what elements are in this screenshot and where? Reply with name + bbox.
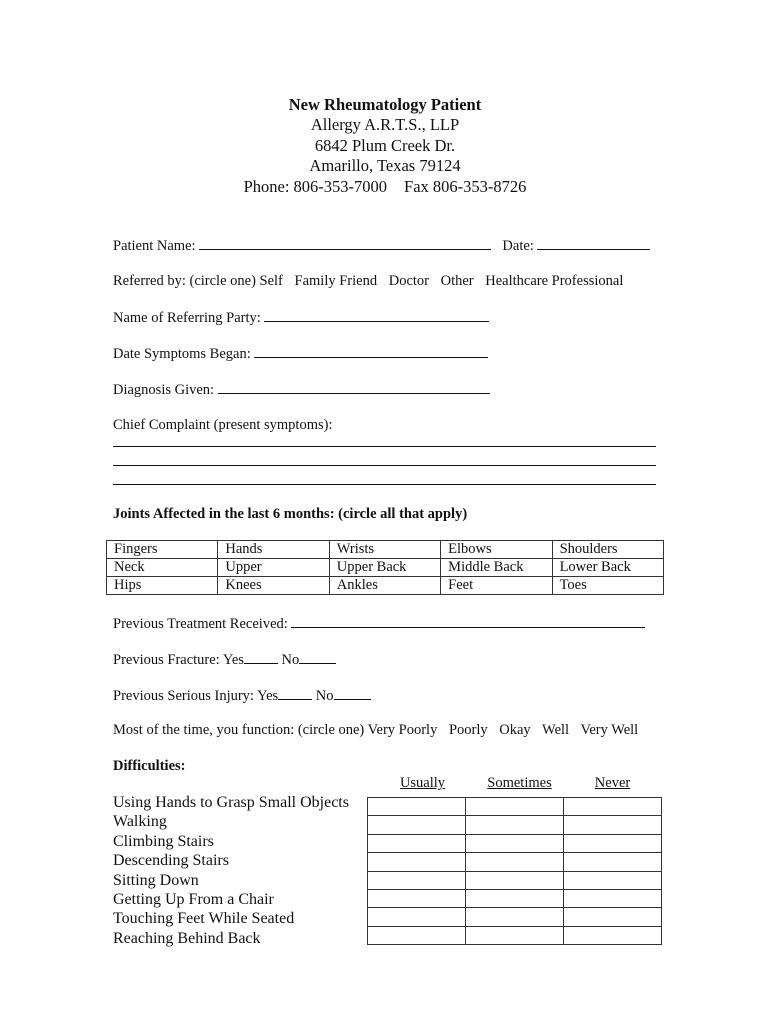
previous-fracture-label: Previous Fracture: bbox=[113, 652, 220, 668]
grid-row bbox=[368, 889, 662, 907]
injury-no-field[interactable] bbox=[334, 686, 371, 700]
grid-cell[interactable] bbox=[564, 853, 662, 871]
referring-party-field[interactable] bbox=[264, 308, 489, 322]
difficulty-item: Descending Stairs bbox=[113, 852, 229, 870]
diagnosis-field[interactable] bbox=[218, 380, 490, 394]
grid-cell[interactable] bbox=[368, 816, 466, 834]
difficulty-item: Using Hands to Grasp Small Objects bbox=[113, 794, 349, 811]
function-option-very-well[interactable]: Very Well bbox=[580, 722, 639, 738]
referring-party-row bbox=[113, 308, 489, 327]
joints-row bbox=[107, 577, 664, 595]
grid-cell[interactable] bbox=[466, 871, 564, 889]
injury-yes-field[interactable] bbox=[278, 686, 312, 700]
referring-party-label: Name of Referring Party: bbox=[113, 310, 261, 326]
chief-complaint-row bbox=[113, 416, 333, 434]
difficulty-item: Climbing Stairs bbox=[113, 832, 214, 850]
joint-option[interactable]: Feet bbox=[441, 577, 552, 595]
referred-option-healthcare[interactable]: Healthcare Professional bbox=[485, 273, 624, 289]
date-label: Date: bbox=[502, 238, 534, 254]
symptoms-began-row bbox=[113, 344, 488, 363]
function-option-well[interactable]: Well bbox=[542, 722, 570, 738]
difficulty-item: Getting Up From a Chair bbox=[113, 891, 274, 909]
grid-row bbox=[368, 798, 662, 816]
symptoms-began-field[interactable] bbox=[254, 344, 488, 358]
practice-street: 6842 Plum Creek Dr. bbox=[314, 135, 456, 155]
grid-row bbox=[368, 926, 662, 944]
joint-option[interactable]: Elbows bbox=[441, 541, 552, 559]
serious-injury-label: Previous Serious Injury: bbox=[113, 688, 254, 704]
grid-cell[interactable] bbox=[368, 926, 466, 944]
grid-cell[interactable] bbox=[368, 853, 466, 871]
grid-cell[interactable] bbox=[466, 798, 564, 816]
form-header bbox=[0, 94, 770, 197]
grid-cell[interactable] bbox=[564, 798, 662, 816]
referred-option-other[interactable]: Other bbox=[440, 273, 474, 289]
joint-option[interactable]: Lower Back bbox=[552, 559, 663, 577]
previous-treatment-row bbox=[113, 614, 645, 633]
practice-name: Allergy A.R.T.S., LLP bbox=[310, 115, 460, 134]
joint-option[interactable]: Upper Back bbox=[329, 559, 440, 577]
function-option-okay[interactable]: Okay bbox=[499, 722, 531, 738]
chief-complaint-label: Chief Complaint (present symptoms): bbox=[113, 417, 333, 433]
grid-row bbox=[368, 834, 662, 852]
joint-option[interactable]: Shoulders bbox=[552, 541, 663, 559]
joint-option[interactable]: Knees bbox=[218, 577, 329, 595]
grid-cell[interactable] bbox=[466, 908, 564, 926]
grid-cell[interactable] bbox=[368, 834, 466, 852]
previous-treatment-label: Previous Treatment Received: bbox=[113, 616, 288, 632]
chief-complaint-line-1[interactable] bbox=[113, 446, 656, 447]
joints-row bbox=[107, 541, 664, 559]
grid-cell[interactable] bbox=[368, 871, 466, 889]
diagnosis-row bbox=[113, 380, 490, 399]
practice-phone: Phone: 806-353-7000 bbox=[243, 176, 388, 196]
diagnosis-label: Diagnosis Given: bbox=[113, 382, 215, 398]
grid-cell[interactable] bbox=[564, 834, 662, 852]
date-field[interactable] bbox=[537, 236, 650, 250]
chief-complaint-line-3[interactable] bbox=[113, 484, 656, 485]
joints-heading: Joints Affected in the last 6 months: (circle all that apply) bbox=[113, 506, 468, 522]
referred-option-doctor[interactable]: Doctor bbox=[388, 273, 429, 289]
referred-by-label: Referred by: (circle one) bbox=[113, 273, 256, 289]
patient-name-label: Patient Name: bbox=[113, 238, 196, 254]
symptoms-began-label: Date Symptoms Began: bbox=[113, 346, 251, 362]
difficulty-item: Reaching Behind Back bbox=[113, 929, 261, 947]
grid-cell[interactable] bbox=[466, 816, 564, 834]
joint-option[interactable]: Hands bbox=[218, 541, 329, 559]
grid-cell[interactable] bbox=[368, 908, 466, 926]
grid-cell[interactable] bbox=[466, 853, 564, 871]
joint-option[interactable]: Middle Back bbox=[441, 559, 552, 577]
difficulties-grid bbox=[367, 797, 662, 945]
column-never: Never bbox=[594, 775, 631, 791]
difficulties-list bbox=[113, 793, 349, 948]
referred-option-self[interactable]: Self bbox=[259, 273, 283, 289]
column-sometimes: Sometimes bbox=[487, 775, 552, 791]
joint-option[interactable]: Neck bbox=[107, 559, 218, 577]
grid-row bbox=[368, 871, 662, 889]
joint-option[interactable]: Upper bbox=[218, 559, 329, 577]
grid-row bbox=[368, 908, 662, 926]
previous-treatment-field[interactable] bbox=[291, 614, 645, 628]
serious-injury-row bbox=[113, 686, 371, 705]
injury-no-label: No bbox=[315, 688, 334, 704]
grid-cell[interactable] bbox=[564, 908, 662, 926]
difficulty-item: Walking bbox=[113, 813, 167, 831]
grid-cell[interactable] bbox=[368, 798, 466, 816]
injury-yes-label: Yes bbox=[257, 688, 279, 704]
grid-cell[interactable] bbox=[564, 871, 662, 889]
patient-name-field[interactable] bbox=[199, 236, 491, 250]
joint-option[interactable]: Toes bbox=[552, 577, 663, 595]
chief-complaint-line-2[interactable] bbox=[113, 465, 656, 466]
joints-table bbox=[106, 540, 664, 595]
form-title: New Rheumatology Patient bbox=[288, 95, 482, 114]
fracture-no-field[interactable] bbox=[299, 650, 336, 664]
joint-option[interactable]: Ankles bbox=[329, 577, 440, 595]
joints-row bbox=[107, 559, 664, 577]
joint-option[interactable]: Hips bbox=[107, 577, 218, 595]
grid-cell[interactable] bbox=[466, 889, 564, 907]
previous-fracture-row bbox=[113, 650, 336, 669]
referred-option-family-friend[interactable]: Family Friend bbox=[294, 273, 378, 289]
practice-city: Amarillo, Texas 79124 bbox=[309, 156, 461, 175]
difficulty-item: Touching Feet While Seated bbox=[113, 910, 295, 928]
patient-name-row bbox=[113, 236, 650, 255]
grid-cell[interactable] bbox=[564, 926, 662, 944]
grid-cell[interactable] bbox=[368, 889, 466, 907]
grid-cell[interactable] bbox=[466, 834, 564, 852]
fracture-no-label: No bbox=[281, 652, 300, 668]
column-usually: Usually bbox=[399, 775, 446, 791]
practice-contact bbox=[0, 177, 770, 198]
fracture-yes-label: Yes bbox=[222, 652, 244, 668]
fracture-yes-field[interactable] bbox=[244, 650, 278, 664]
joint-option[interactable]: Wrists bbox=[329, 541, 440, 559]
referred-by-row bbox=[113, 272, 623, 290]
difficulties-heading: Difficulties: bbox=[113, 758, 186, 774]
function-option-poorly[interactable]: Poorly bbox=[448, 722, 488, 738]
grid-cell[interactable] bbox=[564, 816, 662, 834]
function-row bbox=[113, 721, 638, 739]
grid-row bbox=[368, 853, 662, 871]
practice-fax: Fax 806-353-8726 bbox=[404, 176, 527, 196]
grid-row bbox=[368, 816, 662, 834]
grid-cell[interactable] bbox=[564, 889, 662, 907]
function-label: Most of the time, you function: (circle one) bbox=[113, 722, 365, 738]
grid-cell[interactable] bbox=[466, 926, 564, 944]
difficulty-item: Sitting Down bbox=[113, 871, 199, 889]
joint-option[interactable]: Fingers bbox=[107, 541, 218, 559]
function-option-very-poorly[interactable]: Very Poorly bbox=[367, 722, 438, 738]
